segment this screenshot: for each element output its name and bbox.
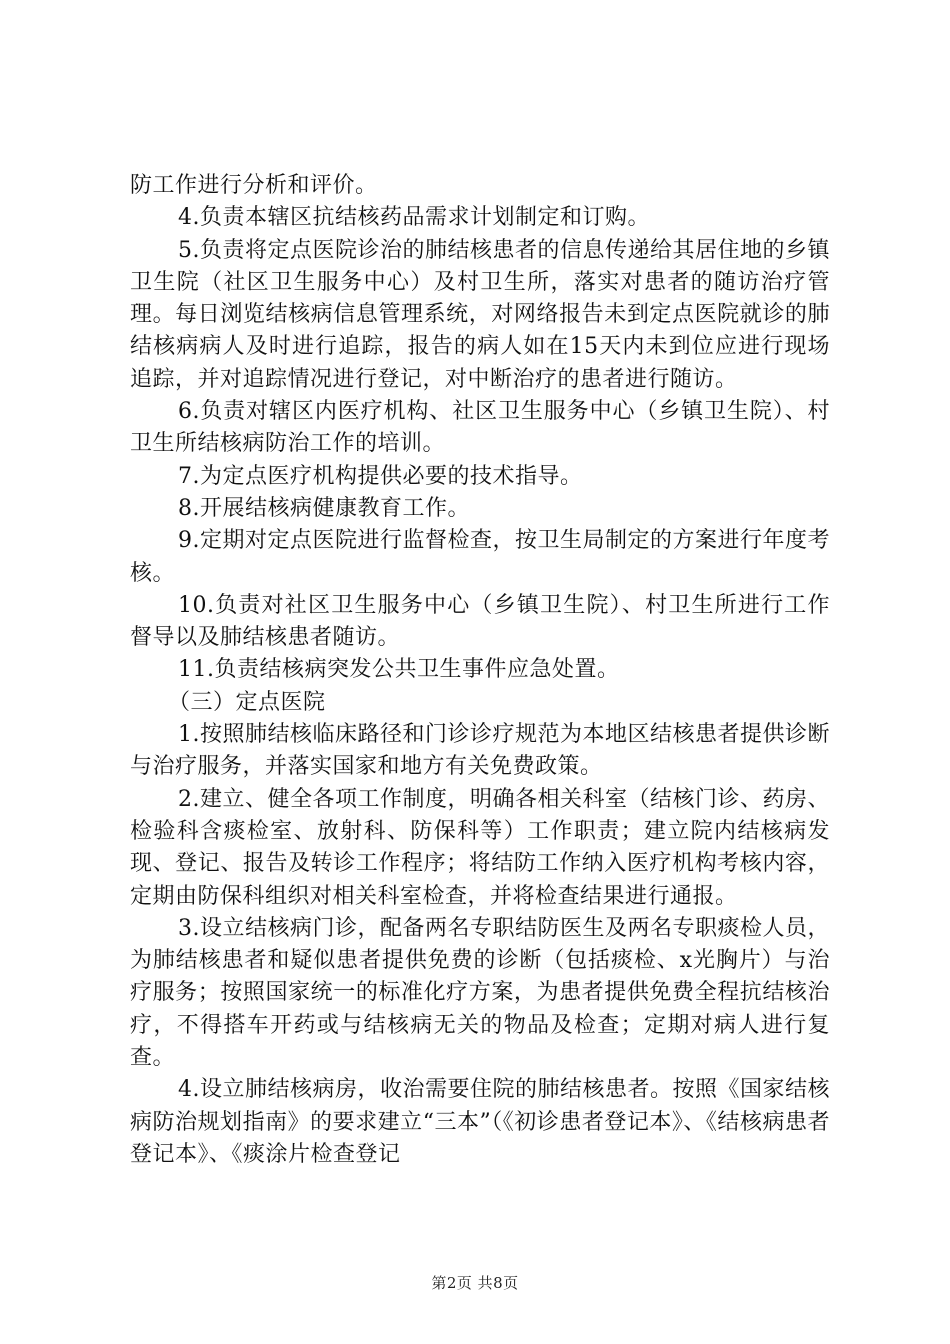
paragraph-item-6: 6.负责对辖区内医疗机构、社区卫生服务中心（乡镇卫生院）、村卫生所结核病防治工作的培训。 (130, 399, 830, 457)
page-footer: 第2页 共8页 (431, 1274, 519, 1292)
paragraph-continuation: 防工作进行分析和评价。 (130, 173, 378, 198)
paragraph-item-8: 8.开展结核病健康教育工作。 (178, 495, 470, 521)
paragraph-item-4: 4.负责本辖区抗结核药品需求计划制定和订购。 (178, 205, 650, 231)
paragraph-hospital-item-4: 4.设立肺结核病房，收治需要住院的肺结核患者。按照《国家结核病防治规划指南》的要求建立“三本”（《初诊患者登记本》、《结核病患者登记本》、《痰涂片检查登记 (130, 1077, 830, 1167)
paragraph-item-9: 9.定期对定点医院进行监督检查，按卫生局制定的方案进行年度考核。 (130, 528, 830, 586)
paragraph-item-10: 10.负责对社区卫生服务中心（乡镇卫生院）、村卫生所进行工作督导以及肺结核患者随访。 (130, 592, 830, 651)
paragraph-item-5: 5.负责将定点医院诊治的肺结核患者的信息传递给其居住地的乡镇卫生院（社区卫生服务中心）及村卫生所，落实对患者的随访治疗管理。每日浏览结核病信息管理系统，对网络报告未到定点医院就诊的肺结核病病人及时进行追踪，报告的病人如在15天内未到位应进行现场追踪，并对追踪情况进行登记，对中断治疗的患者进行随访。 (130, 237, 830, 392)
paragraph-hospital-item-2: 2.建立、健全各项工作制度，明确各相关科室（结核门诊、药房、检验科含痰检室、放射科、防保科等）工作职责；建立院内结核病发现、登记、报告及转诊工作程序；将结防工作纳入医疗机构考核内容，定期由防保科组织对相关科室检查，并将检查结果进行通报。 (130, 786, 830, 909)
paragraph-hospital-item-3: 3.设立结核病门诊，配备两名专职结防医生及两名专职痰检人员，为肺结核患者和疑似患者提供免费的诊断（包括痰检、x光胸片）与治疗服务；按照国家统一的标准化疗方案，为患者提供免费全程抗结核治疗，不得搭车开药或与结核病无关的物品及检查；定期对病人进行复查。 (130, 915, 830, 1071)
document-body (130, 170, 830, 1171)
paragraph-item-11: 11.负责结核病突发公共卫生事件应急处置。 (178, 657, 620, 683)
section-heading: （三）定点医院 (168, 689, 326, 715)
paragraph-item-7: 7.为定点医疗机构提供必要的技术指导。 (178, 463, 583, 489)
paragraph-hospital-item-1: 1.按照肺结核临床路径和门诊诊疗规范为本地区结核患者提供诊断与治疗服务，并落实国家和地方有关免费政策。 (130, 722, 830, 780)
